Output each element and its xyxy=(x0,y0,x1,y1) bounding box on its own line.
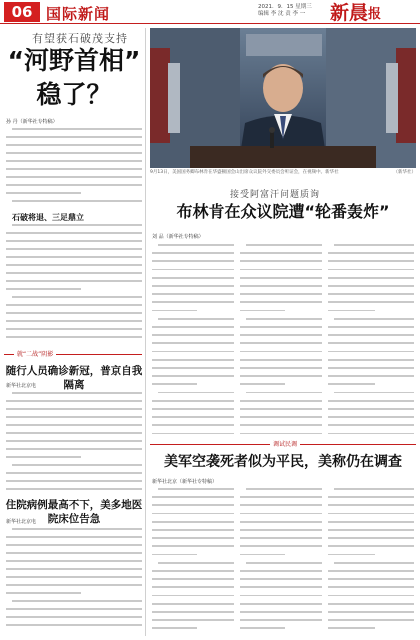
text-line xyxy=(152,301,234,303)
section-tag: 调试民调 xyxy=(270,440,300,449)
text-line xyxy=(328,627,375,629)
section-tag: 就“二战”阴影 xyxy=(14,350,56,359)
text-line xyxy=(328,529,414,531)
text-line xyxy=(328,260,414,262)
text-line xyxy=(240,611,322,613)
text-line xyxy=(328,578,414,580)
text-line xyxy=(152,351,234,353)
text-line xyxy=(152,433,234,435)
text-line xyxy=(152,496,234,498)
text-line xyxy=(240,375,322,377)
text-line xyxy=(240,537,322,539)
text-line xyxy=(152,586,234,588)
text-line xyxy=(6,280,142,282)
article-kicker: 有望获石破茂支持 xyxy=(32,32,128,45)
text-line xyxy=(158,488,234,490)
text-line xyxy=(6,168,142,170)
text-line xyxy=(12,224,142,226)
text-line xyxy=(152,310,197,312)
text-line xyxy=(152,578,234,580)
article-headline-line2: 稳了？ xyxy=(36,80,112,109)
text-line xyxy=(328,342,414,344)
text-line xyxy=(240,521,322,523)
text-line xyxy=(152,285,234,287)
text-line xyxy=(246,244,322,246)
section-rule xyxy=(4,351,142,364)
text-line xyxy=(152,375,234,377)
text-line xyxy=(240,367,322,369)
article-byline: 新华社北京电 xyxy=(6,519,37,525)
text-line xyxy=(328,416,414,418)
text-line xyxy=(158,318,234,320)
text-line xyxy=(328,293,414,295)
text-line xyxy=(152,424,234,426)
article-headline: 随行人员确诊新冠，普京自我隔离 xyxy=(5,365,143,391)
text-line xyxy=(328,277,414,279)
text-line xyxy=(328,408,414,410)
text-line xyxy=(152,342,234,344)
article-headline: 美军空袭死者似为平民，美称仍在调查 xyxy=(164,454,402,470)
text-line xyxy=(328,285,414,287)
text-line xyxy=(328,603,414,605)
text-line xyxy=(6,616,142,618)
text-line xyxy=(6,624,142,626)
text-line xyxy=(6,400,142,402)
text-line xyxy=(240,578,322,580)
text-line xyxy=(152,269,234,271)
text-line xyxy=(6,328,142,330)
text-line xyxy=(152,367,234,369)
editor-line: 编辑 李 沈 责 李 一 xyxy=(258,11,306,17)
text-line xyxy=(12,600,142,602)
text-line xyxy=(240,504,322,506)
text-line xyxy=(240,310,285,312)
text-line xyxy=(240,424,322,426)
text-line xyxy=(12,296,142,298)
photo-caption xyxy=(150,170,416,176)
text-line xyxy=(152,619,234,621)
text-line xyxy=(152,521,234,523)
text-line xyxy=(240,529,322,531)
text-line xyxy=(6,472,142,474)
news-photo xyxy=(150,28,416,168)
text-line xyxy=(240,269,322,271)
text-line xyxy=(152,513,234,515)
text-line xyxy=(240,513,322,515)
text-line xyxy=(246,392,322,394)
section-title: 国际新闻 xyxy=(46,5,111,23)
text-line xyxy=(240,554,285,556)
text-line xyxy=(152,400,234,402)
text-line xyxy=(334,392,414,394)
text-line xyxy=(152,603,234,605)
text-line xyxy=(328,586,414,588)
text-line xyxy=(6,488,142,490)
text-line xyxy=(152,529,234,531)
date-line: 2021．9．15 星期三 xyxy=(258,4,312,10)
text-line xyxy=(328,595,414,597)
text-line xyxy=(6,552,142,554)
text-line xyxy=(328,504,414,506)
text-line xyxy=(328,537,414,539)
text-line xyxy=(240,277,322,279)
text-line xyxy=(152,537,234,539)
text-line xyxy=(240,285,322,287)
header-date xyxy=(258,4,312,18)
text-line xyxy=(152,504,234,506)
text-line xyxy=(6,448,142,450)
article-headline: “河野首相” xyxy=(7,46,141,75)
text-line xyxy=(328,359,414,361)
text-line xyxy=(328,383,375,385)
text-line xyxy=(6,264,142,266)
text-line xyxy=(6,304,142,306)
text-line xyxy=(334,244,414,246)
text-line xyxy=(240,545,322,547)
text-line xyxy=(152,570,234,572)
text-line xyxy=(328,252,414,254)
text-line xyxy=(12,392,142,394)
text-line xyxy=(6,440,142,442)
text-line xyxy=(6,584,142,586)
article-kicker: 接受阿富汗问题质询 xyxy=(230,190,321,200)
text-line xyxy=(240,400,322,402)
text-line xyxy=(240,570,322,572)
text-line xyxy=(240,416,322,418)
page-header xyxy=(0,0,420,24)
text-line xyxy=(6,456,81,458)
text-line xyxy=(240,496,322,498)
text-line xyxy=(328,375,414,377)
article-byline: 新华社北京电 xyxy=(6,383,37,389)
page-number: 06 xyxy=(4,2,40,22)
article-byline: 孙 丹（新华社专特稿） xyxy=(6,119,58,125)
text-line xyxy=(240,293,322,295)
text-line xyxy=(12,464,142,466)
text-line xyxy=(152,326,234,328)
text-line xyxy=(6,144,142,146)
text-line xyxy=(158,392,234,394)
text-line xyxy=(328,301,414,303)
text-line xyxy=(152,252,234,254)
text-line xyxy=(240,586,322,588)
photo-credit: （新华社） xyxy=(393,170,416,175)
text-line xyxy=(240,334,322,336)
text-line xyxy=(12,128,142,130)
text-line xyxy=(152,627,197,629)
text-line xyxy=(328,521,414,523)
text-line xyxy=(328,326,414,328)
text-line xyxy=(240,433,322,435)
text-line xyxy=(6,136,142,138)
text-line xyxy=(6,152,142,154)
text-line xyxy=(328,496,414,498)
text-line xyxy=(6,560,142,562)
article-byline: 刘 品（新华社专特稿） xyxy=(152,234,204,240)
text-line xyxy=(328,351,414,353)
text-line xyxy=(6,408,142,410)
text-line xyxy=(158,562,234,564)
text-line xyxy=(152,408,234,410)
text-line xyxy=(328,310,375,312)
text-line xyxy=(246,318,322,320)
text-line xyxy=(152,293,234,295)
text-line xyxy=(6,576,142,578)
text-line xyxy=(328,619,414,621)
newspaper-logo xyxy=(330,1,416,23)
text-line xyxy=(152,260,234,262)
text-line xyxy=(152,595,234,597)
article-byline: 新华社北京（新华社专特稿） xyxy=(152,479,218,485)
text-line xyxy=(6,480,142,482)
text-line xyxy=(328,433,414,435)
text-line xyxy=(328,545,414,547)
text-line xyxy=(152,611,234,613)
text-line xyxy=(328,554,375,556)
text-line xyxy=(6,232,142,234)
text-line xyxy=(240,619,322,621)
text-line xyxy=(334,562,414,564)
caption-text: 9月13日，美国国务卿布林肯在华盛顿国会山出席众议院外交委员会听证会，在视频中。新华社 xyxy=(150,170,339,175)
text-line xyxy=(240,359,322,361)
text-line xyxy=(6,432,142,434)
text-line xyxy=(152,416,234,418)
logo-mark: 新晨 xyxy=(330,2,369,24)
text-line xyxy=(6,248,142,250)
article-headline: 住院病例最高不下，美多地医院床位告急 xyxy=(5,499,143,525)
text-line xyxy=(240,351,322,353)
text-line xyxy=(6,592,81,594)
text-line xyxy=(240,301,322,303)
article-subhead: 石破将退、三足鼎立 xyxy=(12,213,84,222)
text-line xyxy=(6,192,81,194)
text-line xyxy=(328,269,414,271)
text-line xyxy=(6,536,142,538)
text-line xyxy=(328,570,414,572)
text-line xyxy=(334,318,414,320)
text-line xyxy=(6,544,142,546)
text-line xyxy=(6,416,142,418)
text-line xyxy=(240,595,322,597)
text-line xyxy=(6,184,142,186)
text-line xyxy=(334,488,414,490)
text-line xyxy=(240,603,322,605)
text-line xyxy=(240,408,322,410)
text-line xyxy=(328,400,414,402)
text-line xyxy=(328,611,414,613)
column-divider xyxy=(145,28,146,636)
text-line xyxy=(6,240,142,242)
logo-suffix: 报 xyxy=(368,7,382,22)
text-line xyxy=(6,608,142,610)
text-line xyxy=(6,424,142,426)
text-line xyxy=(152,554,197,556)
text-line xyxy=(240,252,322,254)
text-line xyxy=(246,562,322,564)
text-line xyxy=(240,383,285,385)
text-line xyxy=(240,326,322,328)
text-line xyxy=(152,383,197,385)
text-line xyxy=(6,336,142,338)
text-line xyxy=(328,367,414,369)
text-line xyxy=(328,513,414,515)
text-line xyxy=(6,272,142,274)
article-headline: 布林肯在众议院遭“轮番轰炸” xyxy=(176,202,390,221)
text-line xyxy=(152,277,234,279)
text-line xyxy=(12,528,142,530)
text-line xyxy=(240,342,322,344)
text-line xyxy=(328,334,414,336)
text-line xyxy=(158,244,234,246)
text-line xyxy=(152,545,234,547)
text-line xyxy=(328,424,414,426)
text-line xyxy=(6,256,142,258)
text-line xyxy=(246,488,322,490)
text-line xyxy=(6,176,142,178)
text-line xyxy=(152,359,234,361)
text-line xyxy=(12,200,142,202)
text-line xyxy=(152,334,234,336)
text-line xyxy=(6,160,142,162)
text-line xyxy=(240,260,322,262)
text-line xyxy=(6,568,142,570)
text-line xyxy=(6,312,142,314)
hearing-photo xyxy=(150,28,416,168)
text-line xyxy=(6,320,142,322)
text-line xyxy=(6,288,81,290)
text-line xyxy=(240,627,285,629)
